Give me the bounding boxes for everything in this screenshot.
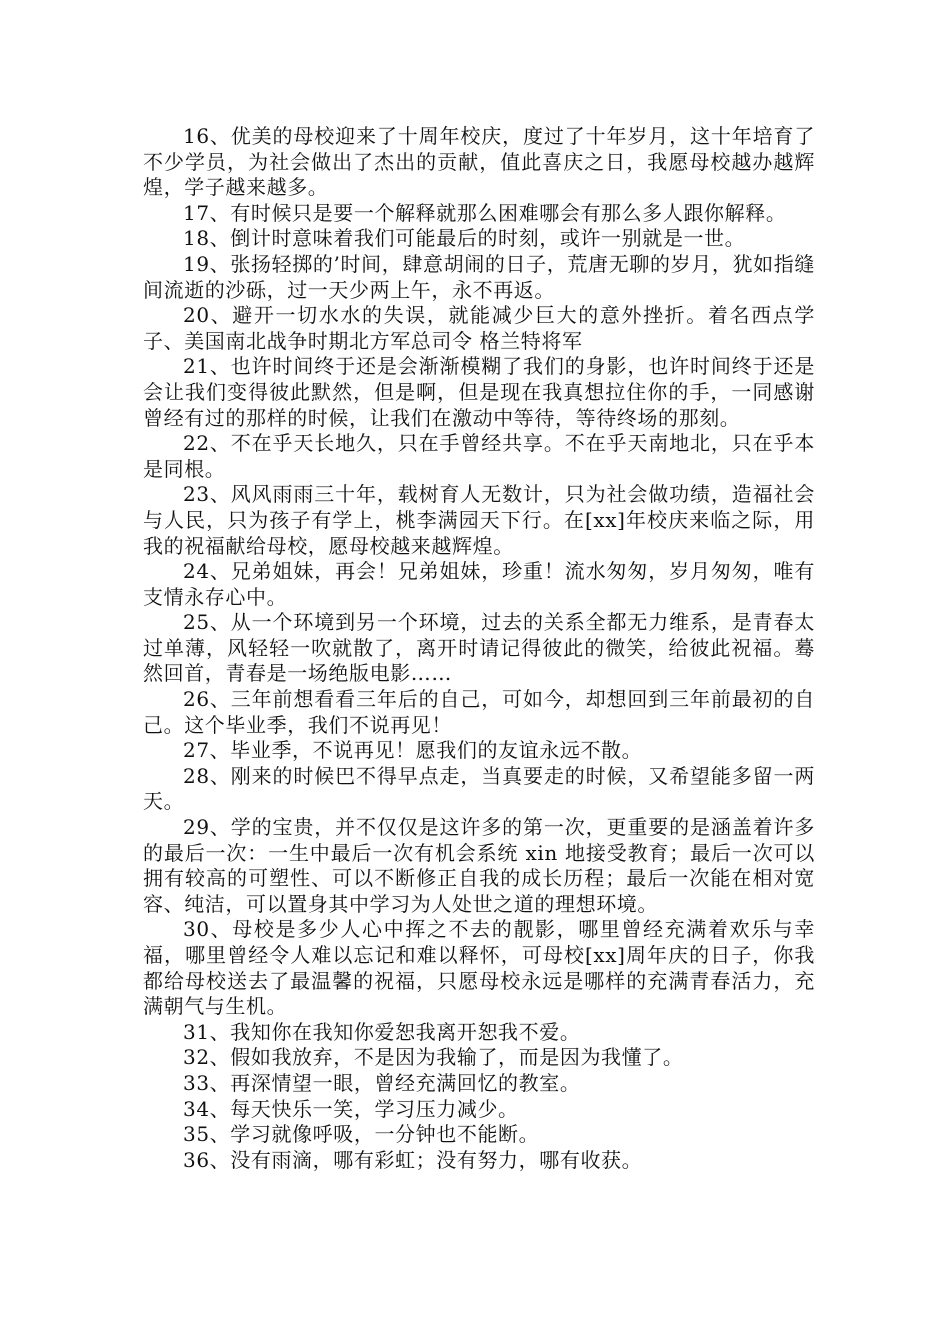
paragraph-31: 31、我知你在我知你爱恕我离开恕我不爱。 (183, 1019, 581, 1044)
paragraph-16: 16、优美的母校迎来了十周年校庆，度过了十年岁月，这十年培育了不少学员，为社会做出了杰出的贡献，值此喜庆之日，我愿母校越办越辉煌，学子越来越多。 (143, 124, 815, 200)
paragraph-28: 28、刚来的时候巴不得早点走，当真要走的时候，又希望能多留一两天。 (143, 763, 815, 814)
paragraph-17: 17、有时候只是要一个解释就那么困难哪会有那么多人跟你解释。 (183, 200, 787, 225)
paragraph-20: 20、避开一切水水的失误，就能减少巨大的意外挫折。着名西点学子、美国南北战争时期北方军总司令 格兰特将军 (143, 303, 815, 353)
paragraph-36: 36、没有雨滴，哪有彩虹；没有努力，哪有收获。 (183, 1147, 643, 1172)
paragraph-18: 18、倒计时意味着我们可能最后的时刻，或许一别就是一世。 (183, 226, 746, 251)
paragraph-19: 19、张扬轻掷的’时间，肆意胡闹的日子，荒唐无聊的岁月，犹如指缝间流逝的沙砾，过一天少两上午，永不再返。 (143, 251, 815, 302)
paragraph-23: 23、风风雨雨三十年，载树育人无数计，只为社会做功绩，造福社会与人民，只为孩子有学上，桃李满园天下行。在[xx]年校庆来临之际，用我的祝福献给母校，愿母校越来越辉煌。 (143, 482, 815, 558)
paragraph-35: 35、学习就像呼吸，一分钟也不能断。 (183, 1122, 540, 1147)
paragraph-25: 25、从一个环境到另一个环境，过去的关系全都无力维系，是青春太过单薄，风轻轻一吹就散了，离开时请记得彼此的微笑，给彼此祝福。蓦然回首，青春是一场绝版电影…… (143, 610, 815, 686)
paragraph-24: 24、兄弟姐妹，再会！兄弟姐妹，珍重！流水匆匆，岁月匆匆，唯有支情永存心中。 (143, 559, 815, 609)
paragraph-30: 30、母校是多少人心中挥之不去的靓影，哪里曾经充满着欢乐与幸福，哪里曾经令人难以忘记和难以释怀，可母校[xx]周年庆的日子，你我都给母校送去了最温馨的祝福，只愿母校永远是哪样的充满青春活力，充满朝气与生机。 (143, 917, 815, 1019)
paragraph-32: 32、假如我放弃，不是因为我输了，而是因为我懂了。 (183, 1045, 684, 1070)
paragraph-21: 21、也许时间终于还是会渐渐模糊了我们的身影，也许时间终于还是会让我们变得彼此默然，但是啊，但是现在我真想拉住你的手，一同感谢曾经有过的那样的时候，让我们在激动中等待，等待终场的那刻。 (143, 354, 815, 430)
paragraph-27: 27、毕业季，不说再见！愿我们的友谊永远不散。 (183, 738, 643, 763)
paragraph-22: 22、不在乎天长地久，只在手曾经共享。不在乎天南地北，只在乎本是同根。 (143, 431, 815, 481)
paragraph-26: 26、三年前想看看三年后的自己，可如今，却想回到三年前最初的自己。这个毕业季，我们不说再见！ (143, 687, 815, 737)
paragraph-34: 34、每天快乐一笑，学习压力减少。 (183, 1096, 519, 1121)
paragraph-33: 33、再深情望一眼，曾经充满回忆的教室。 (183, 1070, 581, 1095)
paragraph-29: 29、学的宝贵，并不仅仅是这许多的第一次，更重要的是涵盖着许多的最后一次：一生中最后一次有机会系统 xin 地接受教育；最后一次可以拥有较高的可塑性、可以不断修正自我的成长历程；最后一次能在相对宽容、纯洁，可以置身其中学习为人处世之道的理想环境。 (143, 815, 815, 916)
document-body (143, 124, 815, 1173)
